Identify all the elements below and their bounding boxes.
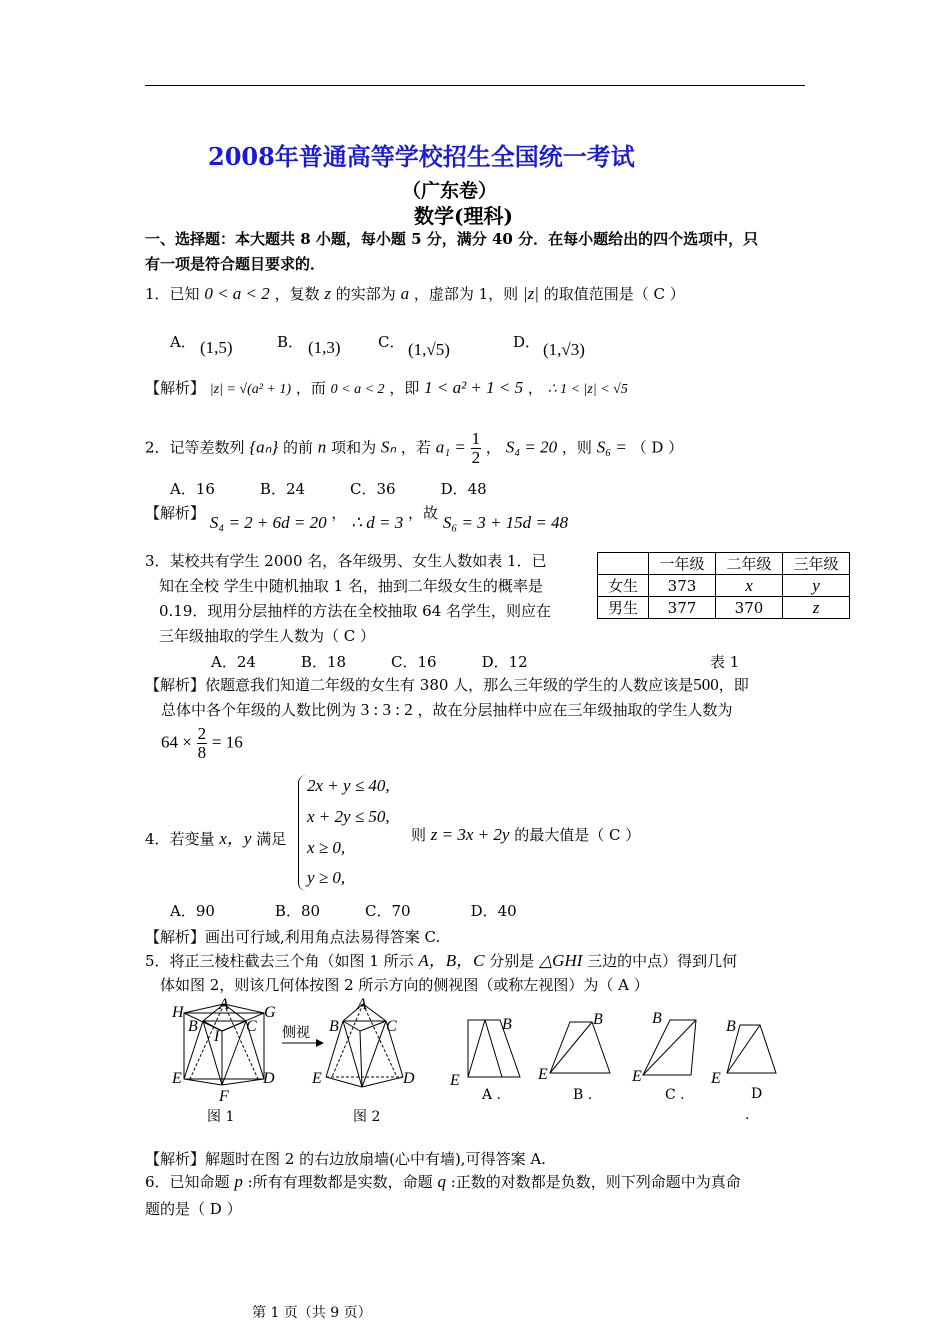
edge (360, 1021, 386, 1031)
label-e: E (312, 1070, 322, 1087)
label-c: C (246, 1018, 257, 1035)
q3-solution-line2 (161, 699, 733, 720)
q4-lead (145, 824, 286, 849)
q2-sol-text: ， (331, 504, 347, 522)
q6-math: p (234, 1172, 243, 1191)
table-cell: 男生 (598, 597, 649, 619)
q5-option-c-figure (643, 1020, 696, 1075)
table-cell: 370 (716, 597, 783, 619)
edge (222, 1079, 264, 1085)
q3-sol-text: ，故在分层抽样中应在三年级抽取的学生人数为 (417, 701, 733, 719)
q3-sol-text: 依题意我们知道二年级的女生有 380 人，那么三年级的学生的人数应该是 (205, 676, 694, 694)
edge (326, 1077, 362, 1087)
q1-text: ，虚部为 1，则 (413, 285, 519, 303)
label-e: E (172, 1070, 182, 1087)
label-b: B (502, 1016, 512, 1033)
table-header-row (598, 553, 850, 575)
q1-math: a (400, 284, 410, 303)
q1-sol-math: 1 < a² + 1 < 5 (424, 378, 524, 397)
solution-label: 【解析】 (145, 1150, 206, 1168)
table-cell: 二年级 (716, 553, 783, 575)
label-d: D (263, 1070, 275, 1087)
q3-sol-math: = 16 (211, 732, 243, 752)
q2-math: {aₙ} (249, 437, 279, 457)
section-intro-line2: 有一项是符合题目要求的． (145, 255, 326, 273)
option-d-caption: D (751, 1086, 763, 1102)
q4-sol-text: 画出可行域,利用角点法易得答案 C. (205, 928, 441, 946)
q2-text: （ D ） (631, 438, 684, 457)
q1-option-b-label: B． (277, 333, 304, 351)
q2-sol-math: S₄ = 2 + 6d = 20 (209, 513, 327, 532)
system-brace (298, 775, 307, 891)
q2-math: S₄ = 20 (505, 437, 558, 457)
q5-option-a-figure (468, 1020, 520, 1077)
label-f: F (219, 1088, 229, 1105)
q4-solution (145, 926, 440, 947)
q1-option-d-label: D． (513, 333, 541, 351)
q1-option-d: (1,√3) (543, 340, 585, 359)
q5-text: 分别是 (489, 952, 535, 970)
figure-1-caption: 图 1 (207, 1109, 235, 1125)
option-c-caption: C . (665, 1087, 685, 1103)
q4-math: z = 3x + 2y (430, 825, 510, 844)
grade-table (597, 552, 850, 619)
figure-1 (184, 1004, 264, 1085)
q5-sol-text: 解题时在图 2 的右边放扇墙(心中有墙),可得答案 A. (205, 1150, 546, 1168)
q3-sol-math: 3 : 3 : 2 (360, 700, 413, 719)
table-row (598, 597, 850, 619)
q1-math: z (324, 284, 331, 303)
q1-text: 1．已知 (145, 285, 200, 303)
q6-line2: 题的是（ D ） (145, 1200, 242, 1218)
q4-constraint: x ≥ 0, (307, 838, 346, 857)
q6-math: q (437, 1172, 446, 1191)
q2-math: Sₙ (380, 437, 397, 457)
label-e: E (711, 1070, 721, 1087)
q6-text: :所有有理数都是实数，命题 (247, 1173, 433, 1191)
solution-label: 【解析】 (145, 928, 206, 946)
q1-sol-text: ，即 (389, 379, 420, 397)
label-e: E (450, 1072, 460, 1089)
label-a: A (219, 996, 229, 1013)
q1-sol-math: ∴ 1 < |z| < √5 (547, 382, 628, 397)
label-b: B (188, 1018, 198, 1035)
question-1 (145, 283, 685, 304)
q5-line2: 体如图 2，则该几何体按图 2 所示方向的侧视图（或称左视图）为（ A ） (160, 976, 649, 994)
q3-line1: 3．某校共有学生 2000 名，各年级男、女生人数如表 1．已 (145, 552, 547, 570)
q1-option-b: (1,3) (308, 338, 341, 357)
label-a: A (357, 996, 367, 1013)
label-g: G (264, 1004, 276, 1021)
q3-sol-math: 64 × (161, 732, 192, 752)
option-a-caption: A . (482, 1087, 502, 1103)
q5-line1 (145, 946, 737, 971)
solution-label: 【解析】 (145, 379, 206, 397)
q3-line4: 三年级抽取的学生人数为（ C ） (159, 627, 376, 645)
table-cell: 373 (649, 575, 716, 597)
q1-sol-math: |z| = √(a² + 1) (209, 382, 292, 397)
q1-text: 的取值范围是（ C ） (543, 285, 685, 303)
edge (550, 1022, 592, 1073)
hidden-edge (224, 1004, 258, 1079)
q1-sol-text: ，而 (295, 379, 326, 397)
label-e: E (632, 1068, 642, 1085)
q2-math: n (317, 437, 327, 457)
q1-sol-text: ， (527, 379, 543, 397)
option-d-dot: . (745, 1107, 750, 1123)
q2-math: a₁ = (435, 437, 466, 457)
figure-2-caption: 图 2 (353, 1109, 381, 1125)
q2-text: ，若 (400, 438, 431, 457)
q6-text: :正数的对数都是负数，则下列命题中为真命 (450, 1173, 741, 1191)
label-i: I (214, 1028, 220, 1045)
q2-sol-math: ∴ d = 3 (351, 513, 404, 532)
label-b: B (593, 1011, 603, 1028)
label-b: B (652, 1010, 662, 1027)
q4-constraint: 2x + y ≤ 40, (307, 776, 390, 795)
q1-sol-math: 0 < a < 2 (330, 382, 385, 397)
q4-constraint: y ≥ 0, (307, 868, 346, 887)
q5-math: △GHI (539, 951, 583, 970)
table-cell (598, 553, 649, 575)
q3-fraction: $\frac{2}{8}$ (197, 724, 207, 762)
solution-label: 【解析】 (145, 504, 206, 522)
q4-text: 的最大值是（ C ） (514, 826, 641, 844)
table-cell: 377 (649, 597, 716, 619)
table-cell: z (783, 597, 850, 619)
q6-line1 (145, 1171, 741, 1192)
section-intro-line1: 一、选择题：本大题共 8 小题，每小题 5 分，满分 40 分．在每小题给出的四个选项中，只 (145, 230, 759, 248)
page-subtitle-province: （广东卷） (402, 180, 498, 202)
edge (360, 1031, 362, 1087)
q1-math: 0 < a < 2 (204, 284, 270, 303)
q5-text: 5．将正三棱柱截去三个角（如图 1 所示 (145, 952, 414, 970)
table-cell: 三年级 (783, 553, 850, 575)
arrow-head-icon (316, 1039, 324, 1047)
label-b: B (726, 1018, 736, 1035)
label-b: B (329, 1018, 339, 1035)
edge (468, 1020, 485, 1077)
q3-solution-line3 (161, 725, 243, 762)
q2-fraction: $\frac{1}{2}$ (471, 429, 481, 467)
q1-solution (145, 377, 628, 398)
q1-option-c: (1,√5) (408, 340, 450, 359)
side-view-label: 侧视 (282, 1025, 310, 1041)
q3-options: A．24 B．18 C．16 D．12 (211, 653, 528, 671)
table-cell: 女生 (598, 575, 649, 597)
label-d: D (403, 1070, 415, 1087)
question-2 (145, 430, 683, 467)
table-caption: 表 1 (710, 653, 740, 671)
q4-options: A．90 B．80 C．70 D．40 (170, 902, 517, 920)
q4-constraint: x + 2y ≤ 50, (307, 807, 390, 826)
q5-math: A，B，C (418, 951, 485, 970)
q5-text: 三边的中点）得到几何 (587, 952, 738, 970)
q3-sol-math: 500 (693, 675, 719, 694)
solution-label: 【解析】 (145, 676, 206, 694)
table-cell: 一年级 (649, 553, 716, 575)
q2-math: S₆ = (596, 437, 627, 457)
q3-sol-text: 总体中各个年级的人数比例为 (161, 701, 357, 719)
q1-math: |z| (522, 284, 539, 303)
label-e: E (538, 1066, 548, 1083)
q5-option-b-figure (550, 1022, 610, 1073)
q1-option-a: (1,5) (200, 338, 233, 357)
q2-text: ，则 (561, 438, 592, 457)
q2-text: 项和为 (331, 438, 377, 457)
page-title: 2008年普通高等学校招生全国统一考试 (208, 142, 635, 171)
q2-sol-math: S₆ = 3 + 15d = 48 (442, 513, 569, 532)
edge (184, 1079, 222, 1085)
q4-tail (411, 824, 640, 845)
edge (362, 1077, 403, 1087)
q5-figures (150, 995, 810, 1135)
q2-text: 的前 (282, 438, 313, 457)
page-footer: 第 1 页（共 9 页） (252, 1305, 372, 1321)
edge (222, 1021, 246, 1085)
q1-option-a-label: A． (170, 333, 196, 351)
q2-text: 2．记等差数列 (145, 438, 245, 457)
edge (643, 1020, 696, 1075)
q5-solution (145, 1148, 546, 1169)
q4-text: 则 (411, 826, 427, 844)
table-row (598, 575, 850, 597)
q2-text: ， (485, 438, 501, 457)
page-subtitle-subject: 数学(理科) (414, 204, 513, 228)
header-rule (145, 85, 805, 86)
q3-sol-text: ，即 (718, 676, 749, 694)
label-c: C (386, 1018, 397, 1035)
q2-solution (145, 502, 569, 532)
q2-sol-text: ，故 (408, 504, 439, 522)
q4-text: 4．若变量 (145, 830, 215, 848)
table-cell: x (716, 575, 783, 597)
q6-text: 6．已知命题 (145, 1173, 230, 1191)
q3-line2: 知在全校 学生中随机抽取 1 名，抽到二年级女生的概率是 (159, 577, 543, 595)
figure-2 (326, 1004, 403, 1087)
option-b-caption: B . (573, 1087, 593, 1103)
edge (485, 1020, 502, 1077)
q4-text: 满足 (256, 830, 287, 848)
table-cell: y (783, 575, 850, 597)
q2-options: A．16 B．24 C．36 D．48 (170, 480, 487, 498)
q1-text: 的实部为 (335, 285, 396, 303)
label-h: H (172, 1004, 184, 1021)
q1-option-c-label: C． (378, 333, 405, 351)
trapezoid (550, 1022, 610, 1073)
q3-line3: 0.19．现用分层抽样的方法在全校抽取 64 名学生，则应在 (159, 602, 552, 620)
q1-text: ，复数 (274, 285, 320, 303)
q4-math: x，y (219, 829, 252, 848)
q3-solution-line1 (145, 674, 749, 695)
